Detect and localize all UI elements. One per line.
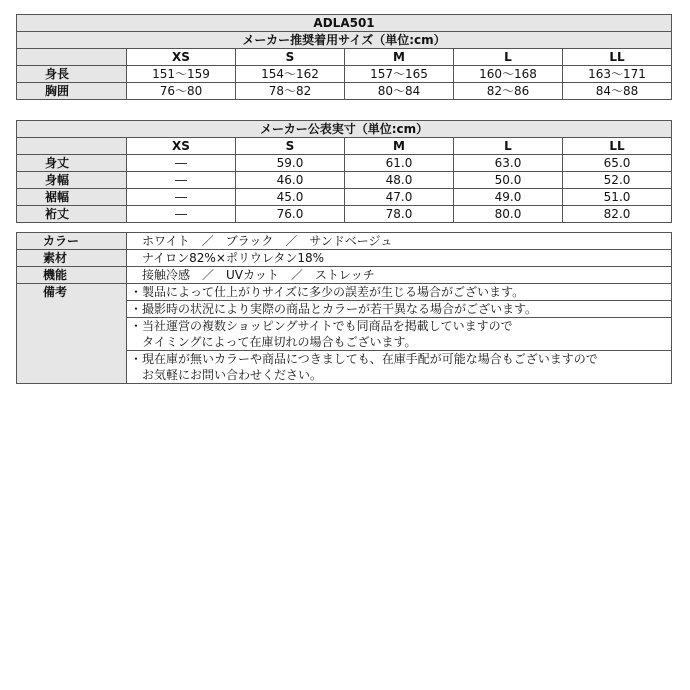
table-cell: ― [127, 206, 236, 223]
table-cell: ― [127, 189, 236, 206]
spec-value-material: ナイロン82%×ポリウレタン18% [127, 250, 672, 267]
table-row [17, 83, 672, 100]
size-header-row [17, 138, 672, 155]
table-cell: ― [127, 172, 236, 189]
size-header: S [236, 138, 345, 155]
size-header: LL [563, 49, 672, 66]
size-header: S [236, 49, 345, 66]
actual-size-table [16, 120, 672, 223]
table-cell: 84～88 [563, 83, 672, 100]
row-label-height: 身長 [17, 66, 127, 83]
table-cell: 157～165 [345, 66, 454, 83]
size-header: LL [563, 138, 672, 155]
table-cell: 160～168 [454, 66, 563, 83]
size-header: XS [127, 138, 236, 155]
row-label-hem-width: 裾幅 [17, 189, 127, 206]
table-cell: 154～162 [236, 66, 345, 83]
table-cell: 61.0 [345, 155, 454, 172]
note-item [127, 351, 672, 384]
table-cell: 51.0 [563, 189, 672, 206]
note-line: お気軽にお問い合わせください。 [130, 368, 323, 382]
note-item [127, 301, 672, 318]
note-item [127, 284, 672, 301]
note-line: ・現在庫が無いカラーや商品につきましても、在庫手配が可能な場合もございますので [130, 352, 598, 366]
table-row [17, 66, 672, 83]
spec-value-function: 接触冷感 ／ UVカット ／ ストレッチ [127, 267, 672, 284]
note-line: タイミングによって在庫切れの場合もございます。 [130, 335, 417, 349]
table-cell: 52.0 [563, 172, 672, 189]
table-cell: 59.0 [236, 155, 345, 172]
table-cell: 50.0 [454, 172, 563, 189]
table-row [17, 155, 672, 172]
spec-row [17, 267, 672, 284]
row-label-chest: 胸囲 [17, 83, 127, 100]
table-cell: 48.0 [345, 172, 454, 189]
size-header: M [345, 138, 454, 155]
table-cell: 80～84 [345, 83, 454, 100]
table-cell: 65.0 [563, 155, 672, 172]
spec-label-function: 機能 [17, 267, 127, 284]
table-cell: 63.0 [454, 155, 563, 172]
note-line: ・当社運営の複数ショッピングサイトでも同商品を掲載していますので [130, 319, 513, 333]
actual-table-title: メーカー公表実寸（単位:cm） [17, 121, 672, 138]
table-cell: ― [127, 155, 236, 172]
size-header: L [454, 49, 563, 66]
table-cell: 49.0 [454, 189, 563, 206]
notes-label: 備考 [17, 284, 127, 384]
row-label-length: 身丈 [17, 155, 127, 172]
note-item [127, 318, 672, 351]
table-row [17, 172, 672, 189]
size-header: XS [127, 49, 236, 66]
row-label-sleeve-length: 裄丈 [17, 206, 127, 223]
table-cell: 46.0 [236, 172, 345, 189]
table-row [17, 189, 672, 206]
spec-row [17, 233, 672, 250]
table-row [17, 206, 672, 223]
row-label-width: 身幅 [17, 172, 127, 189]
recommended-size-table [16, 14, 672, 100]
size-header: M [345, 49, 454, 66]
table-cell: 82.0 [563, 206, 672, 223]
table-cell: 76～80 [127, 83, 236, 100]
table-cell: 78～82 [236, 83, 345, 100]
size-header-row [17, 49, 672, 66]
spec-label-color: カラー [17, 233, 127, 250]
spec-row [17, 250, 672, 267]
table-cell: 45.0 [236, 189, 345, 206]
table-cell: 76.0 [236, 206, 345, 223]
note-line: ・撮影時の状況により実際の商品とカラーが若干異なる場合がございます。 [130, 302, 538, 316]
table-cell: 163～171 [563, 66, 672, 83]
note-line: ・製品によって仕上がりサイズに多少の誤差が生じる場合がございます。 [130, 285, 525, 299]
table-cell: 151～159 [127, 66, 236, 83]
table-cell: 80.0 [454, 206, 563, 223]
size-header: L [454, 138, 563, 155]
corner-cell [17, 138, 127, 155]
spec-table [16, 232, 672, 384]
recommended-table-title: メーカー推奨着用サイズ（単位:cm） [17, 32, 672, 49]
spec-label-material: 素材 [17, 250, 127, 267]
table-cell: 78.0 [345, 206, 454, 223]
table-cell: 82～86 [454, 83, 563, 100]
table-cell: 47.0 [345, 189, 454, 206]
spec-value-color: ホワイト ／ ブラック ／ サンドベージュ [127, 233, 672, 250]
corner-cell [17, 49, 127, 66]
product-code: ADLA501 [17, 15, 672, 32]
notes-row [17, 284, 672, 301]
